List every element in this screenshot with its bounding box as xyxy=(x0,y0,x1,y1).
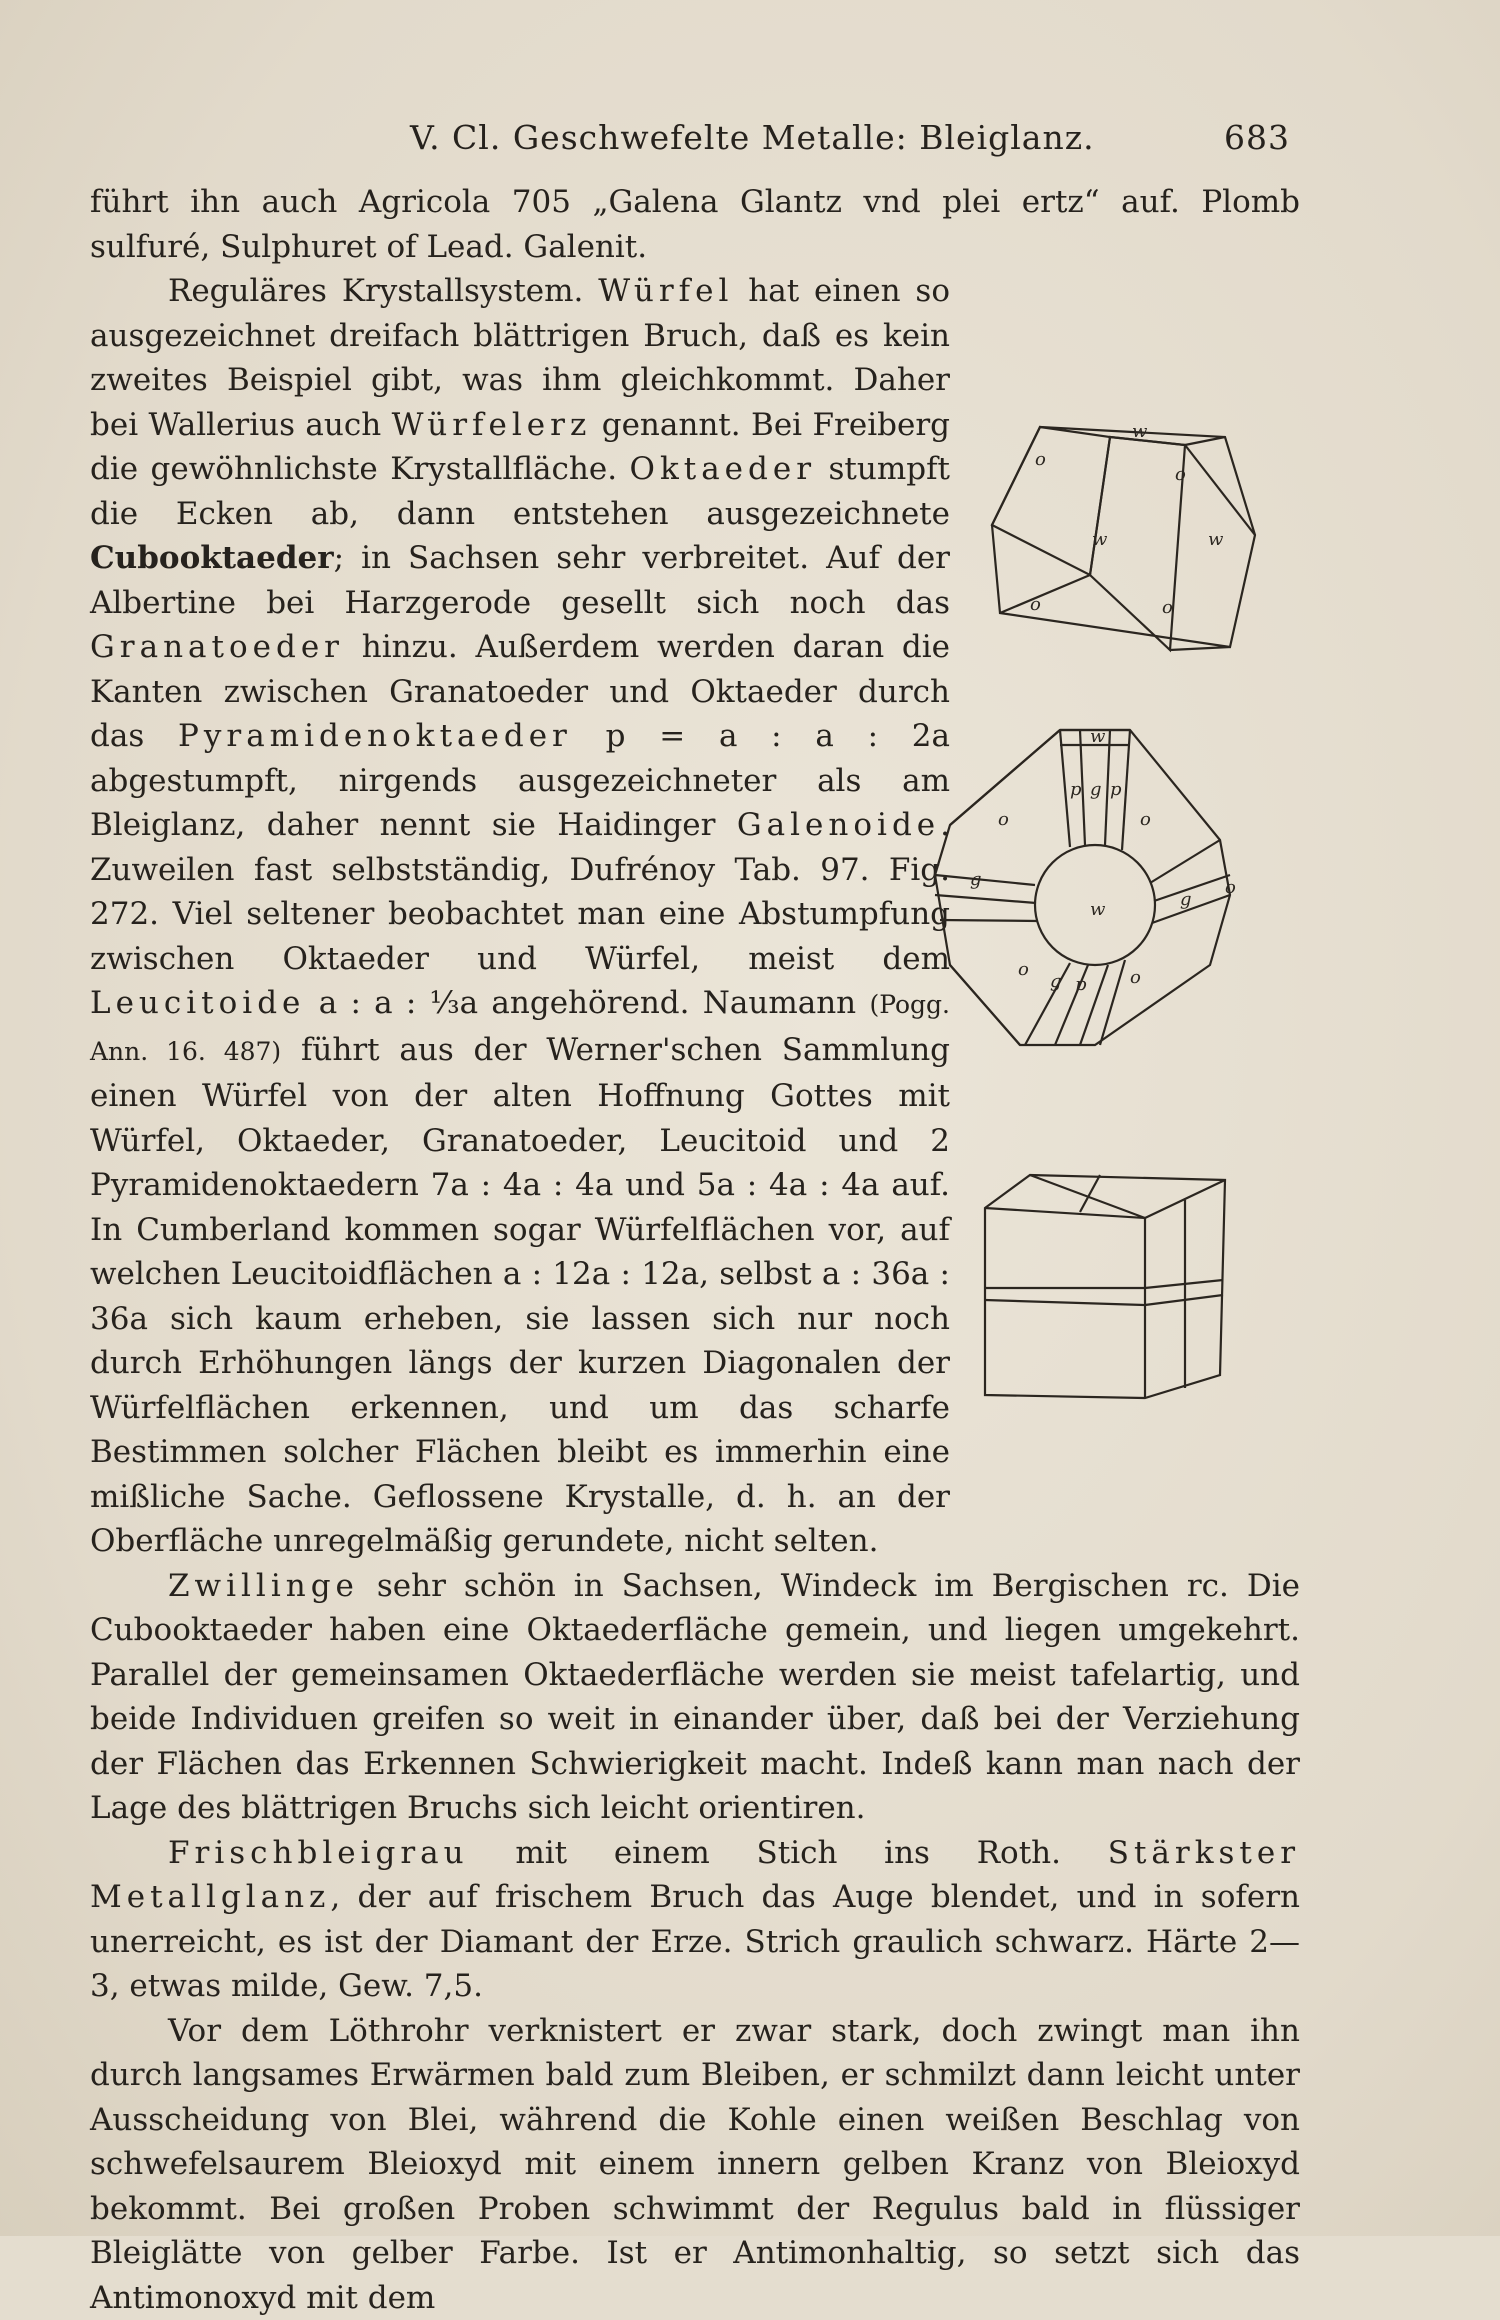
text-run: führt aus der Werner'schen Sammlung einen Würfel von der alten Hoffnung Gottes mit Würfel, Oktaeder, Granatoeder, Leucitoid und 2 Pyramidenoktaedern 7a : 4a : 4a und 5a : 4a : 4a auf. In Cumberland kommen sogar Würfelflächen vor, auf welchen Leucitoidflächen a : 12a : 12a, selbst a : 36a : 36a sich kaum erheben, sie lassen sich nur noch durch Erhöhungen längs der kurzen Diagonalen der Würfelflächen erkennen, und um das scharfe Bestimmen solcher Flächen bleibt es immerhin eine mißliche Sache. Geflossene Krystalle, d. h. an der Oberfläche unregelmäßig gerundete, nicht selten. xyxy=(90,1032,950,1560)
term-cubooktaeder: Cubooktaeder xyxy=(90,540,334,576)
face-label: o xyxy=(1225,877,1236,898)
face-label: p xyxy=(1110,779,1122,800)
face-label: w xyxy=(1090,899,1106,920)
text-run: . Zuweilen fast selbstständig, Dufrénoy Tab. 97. Fig. 272. Viel seltener beobachtet man eine Abstumpfung zwischen Oktaeder und Würfel, meist dem xyxy=(90,807,950,977)
paragraph-5: Vor dem Löthrohr verknistert er zwar stark, doch zwingt man ihn durch langsames Erwärmen bald zum Bleiben, er schmilzt dann leicht unter Ausscheidung von Blei, während die Kohle einen weißen Beschlag von schwefelsaurem Bleioxyd mit einem innern gelben Kranz von Bleioxyd bekommt. Bei großen Proben schwimmt der Regulus bald in flüssiger Bleiglätte von gelber Farbe. Ist er Antimonhaltig, so setzt sich das Antimonoxyd mit dem xyxy=(90,2009,1300,2320)
term-wuerfel: Würfel xyxy=(598,273,733,309)
term-frischbleigrau: Frischbleigrau xyxy=(168,1835,469,1871)
term-granatoeder: Granatoeder xyxy=(90,629,344,665)
term-zwillinge: Zwillinge xyxy=(168,1568,359,1604)
face-label: o xyxy=(1162,597,1173,618)
face-label: o xyxy=(1130,967,1141,988)
citation: (Pogg. Ann. 16. 487) xyxy=(90,990,950,1066)
edge-line xyxy=(1060,730,1070,847)
text-run: genannt. Bei Freiberg die gewöhnlichste Krystallfläche. xyxy=(90,407,950,488)
face-label: p xyxy=(1075,974,1087,995)
figure-leucitoid-cube xyxy=(980,1170,1230,1410)
text-run: hat einen so ausgezeichnet dreifach blättrigen Bruch, daß es kein zweites Beispiel gibt, was ihm gleichkommt. Daher bei Wallerius auch xyxy=(90,273,950,443)
term-pyramidenoktaeder: Pyramidenoktaeder xyxy=(178,718,572,754)
page-header xyxy=(90,112,1290,162)
text-run: mit einem Stich ins Roth. xyxy=(515,1835,1061,1871)
edge-line xyxy=(935,895,1036,903)
edge-line xyxy=(1110,437,1185,445)
outline-shape xyxy=(985,1175,1225,1398)
edge-line xyxy=(1122,730,1130,850)
edge-line xyxy=(940,920,1038,921)
edge-line xyxy=(1154,875,1230,901)
text-run: p = a : a : 2a abgestumpft, nirgends ausgezeichneter als am Bleiglanz, daher nennt sie Haidinger xyxy=(90,718,950,843)
term-leucitoide: Leucitoide xyxy=(90,985,305,1021)
edge-line xyxy=(985,1300,1145,1305)
paragraph-3 xyxy=(90,1564,1300,1831)
face-label: o xyxy=(998,809,1009,830)
text-run: hinzu. Außerdem werden daran die Kanten zwischen Granatoeder und Oktaeder durch das xyxy=(90,629,950,754)
text-run: stumpft die Ecken ab, dann entstehen ausgezeichnete xyxy=(90,451,950,532)
face-label: o xyxy=(1140,809,1151,830)
figure-galenoid xyxy=(930,725,1260,1055)
edge-line xyxy=(985,1180,1225,1218)
text-run: sehr schön in Sachsen, Windeck im Bergischen rc. Die Cubooktaeder haben eine Oktaederfläche gemein, und liegen umgekehrt. Parallel der gemeinsamen Oktaederfläche werden sie meist tafelartig, und beide Individuen greifen so weit in einander über, daß bei der Verziehung der Flächen das Erkennen Schwierigkeit macht. Indeß kann man nach der Lage des blättrigen Bruchs sich leicht orientiren. xyxy=(90,1568,1300,1827)
edge-line xyxy=(1025,963,1070,1045)
face-label: o xyxy=(1030,594,1041,615)
page-number: 683 xyxy=(1224,118,1290,157)
face-label: o xyxy=(1035,449,1046,470)
term-galenoide: Galenoide xyxy=(737,807,940,843)
face-label: w xyxy=(1092,529,1108,550)
term-oktaeder: Oktaeder xyxy=(630,451,817,487)
edge-line xyxy=(1150,840,1220,883)
face-label: p xyxy=(1070,779,1082,800)
edge-line xyxy=(935,875,1035,885)
face-label: g xyxy=(1090,779,1102,800)
face-label: o xyxy=(1018,959,1029,980)
term-wuerfelerz: Würfelerz xyxy=(392,407,592,443)
edge-line xyxy=(1000,575,1090,613)
text-run: ; in Sachsen sehr verbreitet. Auf der Albertine bei Harzgerode gesellt sich noch das xyxy=(90,540,950,621)
edge-line xyxy=(1185,437,1225,445)
paragraph-4 xyxy=(90,1831,1300,2009)
paragraph-1: führt ihn auch Agricola 705 „Galena Glantz vnd plei ertz“ auf. Plomb sulfuré, Sulphuret of Lead. Galenit. xyxy=(90,180,1300,269)
leucitoid-cube-drawing xyxy=(980,1170,1230,1410)
edge-line xyxy=(1170,647,1230,650)
running-head: V. Cl. Geschwefelte Metalle: Bleiglanz. xyxy=(410,118,1095,157)
figure-cubooctahedron xyxy=(990,415,1260,655)
face-label: w xyxy=(1090,726,1106,747)
paragraph-2 xyxy=(90,269,950,1564)
edge-line xyxy=(1185,445,1255,535)
face-label: o xyxy=(1175,464,1186,485)
face-label: g xyxy=(1050,971,1062,992)
term-metallglanz: Stärkster Metallglanz xyxy=(90,1835,1300,1916)
text-run: a : a : ⅓a angehörend. Naumann xyxy=(319,985,856,1021)
face-label: g xyxy=(970,869,982,890)
edge-line xyxy=(950,965,1020,1045)
galenoid-drawing xyxy=(930,725,1260,1055)
cubooctahedron-drawing xyxy=(990,415,1260,655)
text-run: , der auf frischem Bruch das Auge blendet, und in sofern unerreicht, es ist der Diamant der Erze. Strich graulich schwarz. Härte 2—3, etwas milde, Gew. 7,5. xyxy=(90,1879,1300,2004)
face-label: g xyxy=(1180,889,1192,910)
edge-line xyxy=(1080,1175,1100,1212)
face-label: w xyxy=(1208,529,1224,550)
term-crystal-system: Reguläres Krystallsystem. xyxy=(168,273,583,309)
face-label: w xyxy=(1132,421,1148,442)
